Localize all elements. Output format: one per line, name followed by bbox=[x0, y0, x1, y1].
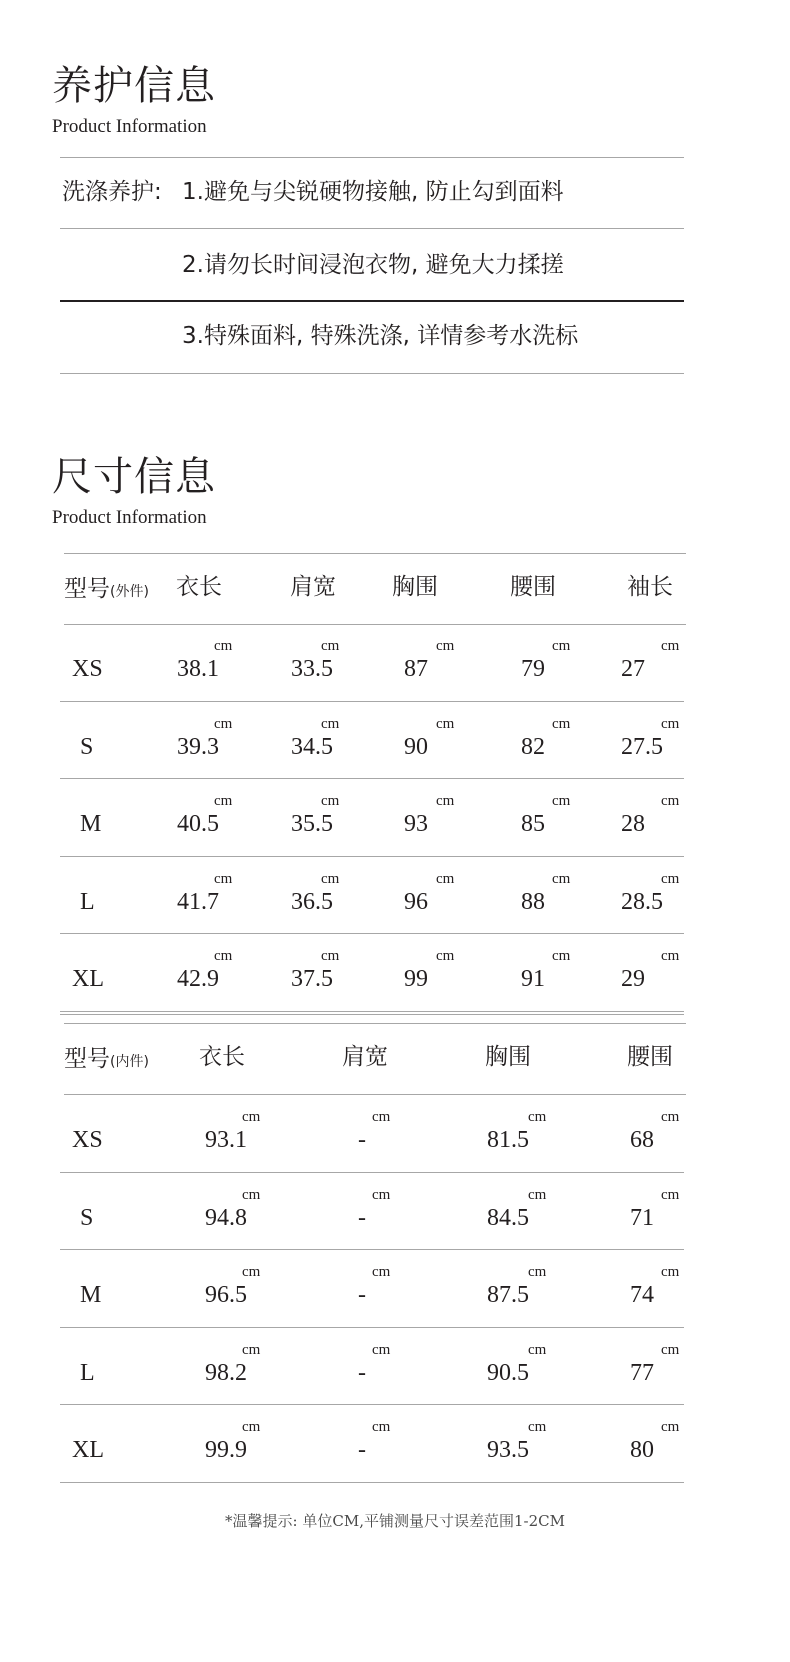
outer-header-line bbox=[64, 624, 686, 625]
unit-label: cm bbox=[552, 715, 571, 732]
size-title: 尺寸信息 bbox=[52, 454, 216, 500]
measure-value: 93 bbox=[404, 811, 428, 837]
measure-value: 41.7 bbox=[177, 888, 219, 915]
outer-header-waist: 腰围 bbox=[510, 574, 556, 600]
unit-label: cm bbox=[528, 1109, 547, 1125]
unit-label: cm bbox=[661, 793, 680, 809]
footer-note: *温馨提示: 单位CM,平铺测量尺寸误差范围1-2CM bbox=[225, 1512, 565, 1530]
unit-label: cm bbox=[552, 870, 571, 887]
unit-label: cm bbox=[242, 1419, 261, 1435]
measure-value: 40.5 bbox=[177, 811, 219, 837]
outer-header-chest: 胸围 bbox=[392, 574, 438, 600]
unit-label: cm bbox=[436, 948, 455, 964]
measure-value: 85 bbox=[521, 811, 545, 837]
measure-value: 36.5 bbox=[291, 888, 333, 915]
measure-value: 71 bbox=[630, 1204, 654, 1231]
measure-value: 96.5 bbox=[205, 1282, 247, 1308]
measure-value: 84.5 bbox=[487, 1204, 529, 1231]
unit-label: cm bbox=[552, 638, 571, 654]
unit-label: cm bbox=[372, 1419, 391, 1435]
inner-table-top-line-1 bbox=[60, 1014, 684, 1015]
outer-header-sleeve: 袖长 bbox=[627, 574, 673, 600]
row-divider bbox=[60, 856, 684, 857]
measure-value: - bbox=[358, 1359, 366, 1386]
measure-value: 90.5 bbox=[487, 1359, 529, 1386]
unit-label: cm bbox=[214, 870, 233, 887]
measure-value: 91 bbox=[521, 966, 545, 992]
unit-label: cm bbox=[321, 715, 340, 732]
measure-value: 29 bbox=[621, 966, 645, 992]
size-label: XS bbox=[72, 656, 103, 682]
outer-table-top-line bbox=[64, 553, 686, 554]
inner-header-length: 衣长 bbox=[199, 1044, 245, 1070]
unit-label: cm bbox=[661, 870, 680, 887]
measure-value: 98.2 bbox=[205, 1359, 247, 1386]
size-label: S bbox=[80, 1204, 94, 1231]
unit-label: cm bbox=[661, 715, 680, 732]
measure-value: 81.5 bbox=[487, 1127, 529, 1153]
size-label: XS bbox=[72, 1127, 103, 1153]
inner-header-waist: 腰围 bbox=[627, 1044, 673, 1070]
size-label: S bbox=[80, 733, 94, 760]
measure-value: 27 bbox=[621, 656, 645, 682]
unit-label: cm bbox=[242, 1109, 261, 1125]
outer-model-header: 型号(外件) bbox=[64, 576, 149, 602]
measure-value: 93.1 bbox=[205, 1127, 247, 1153]
measure-value: - bbox=[358, 1282, 366, 1308]
measure-value: 79 bbox=[521, 656, 545, 682]
row-divider bbox=[60, 778, 684, 779]
unit-label: cm bbox=[436, 638, 455, 654]
measure-value: - bbox=[358, 1204, 366, 1231]
size-label: XL bbox=[72, 1437, 104, 1463]
unit-label: cm bbox=[321, 948, 340, 964]
care-item-1: 1.避免与尖锐硬物接触, 防止勾到面料 bbox=[182, 179, 564, 205]
unit-label: cm bbox=[321, 870, 340, 887]
measure-value: 68 bbox=[630, 1127, 654, 1153]
measure-value: 93.5 bbox=[487, 1437, 529, 1463]
unit-label: cm bbox=[661, 638, 680, 654]
size-label: M bbox=[80, 811, 102, 837]
size-label: L bbox=[80, 888, 95, 915]
row-divider bbox=[60, 1011, 684, 1012]
measure-value: 82 bbox=[521, 733, 545, 760]
unit-label: cm bbox=[528, 1341, 547, 1358]
inner-model-header: 型号(内件) bbox=[64, 1046, 149, 1072]
unit-label: cm bbox=[321, 793, 340, 809]
measure-value: 27.5 bbox=[621, 733, 663, 760]
unit-label: cm bbox=[214, 793, 233, 809]
measure-value: 96 bbox=[404, 888, 428, 915]
unit-label: cm bbox=[372, 1341, 391, 1358]
unit-label: cm bbox=[436, 870, 455, 887]
care-item-2: 2.请勿长时间浸泡衣物, 避免大力揉搓 bbox=[182, 252, 564, 278]
measure-value: 38.1 bbox=[177, 656, 219, 682]
row-divider bbox=[60, 933, 684, 934]
care-divider-dark bbox=[60, 300, 684, 302]
inner-table-top-line-2 bbox=[64, 1023, 686, 1024]
size-label: XL bbox=[72, 966, 104, 992]
measure-value: 77 bbox=[630, 1359, 654, 1386]
unit-label: cm bbox=[214, 638, 233, 654]
measure-value: 87.5 bbox=[487, 1282, 529, 1308]
measure-value: 28.5 bbox=[621, 888, 663, 915]
unit-label: cm bbox=[372, 1264, 391, 1280]
unit-label: cm bbox=[436, 793, 455, 809]
measure-value: 99 bbox=[404, 966, 428, 992]
size-subtitle: Product Information bbox=[52, 507, 207, 528]
measure-value: 37.5 bbox=[291, 966, 333, 992]
unit-label: cm bbox=[372, 1109, 391, 1125]
unit-label: cm bbox=[552, 793, 571, 809]
unit-label: cm bbox=[242, 1341, 261, 1358]
measure-value: 39.3 bbox=[177, 733, 219, 760]
measure-value: 80 bbox=[630, 1437, 654, 1463]
measure-value: 90 bbox=[404, 733, 428, 760]
measure-value: 74 bbox=[630, 1282, 654, 1308]
measure-value: 34.5 bbox=[291, 733, 333, 760]
unit-label: cm bbox=[321, 638, 340, 654]
measure-value: 35.5 bbox=[291, 811, 333, 837]
care-divider-top bbox=[60, 157, 684, 158]
care-label: 洗涤养护: bbox=[62, 179, 162, 205]
unit-label: cm bbox=[661, 1419, 680, 1435]
measure-value: 33.5 bbox=[291, 656, 333, 682]
row-divider bbox=[60, 1172, 684, 1173]
unit-label: cm bbox=[661, 1264, 680, 1280]
care-title: 养护信息 bbox=[52, 63, 216, 109]
unit-label: cm bbox=[661, 1186, 680, 1203]
row-divider bbox=[60, 701, 684, 702]
size-label: M bbox=[80, 1282, 102, 1308]
row-divider bbox=[60, 1482, 684, 1483]
row-divider bbox=[60, 1249, 684, 1250]
measure-value: - bbox=[358, 1127, 366, 1153]
unit-label: cm bbox=[214, 715, 233, 732]
unit-label: cm bbox=[436, 715, 455, 732]
unit-label: cm bbox=[661, 1341, 680, 1358]
row-divider bbox=[60, 1327, 684, 1328]
unit-label: cm bbox=[552, 948, 571, 964]
measure-value: 87 bbox=[404, 656, 428, 682]
care-divider bbox=[60, 228, 684, 229]
inner-header-line bbox=[64, 1094, 686, 1095]
measure-value: - bbox=[358, 1437, 366, 1463]
inner-header-chest: 胸围 bbox=[485, 1044, 531, 1070]
unit-label: cm bbox=[661, 1109, 680, 1125]
unit-label: cm bbox=[242, 1186, 261, 1203]
measure-value: 99.9 bbox=[205, 1437, 247, 1463]
unit-label: cm bbox=[528, 1264, 547, 1280]
unit-label: cm bbox=[242, 1264, 261, 1280]
measure-value: 88 bbox=[521, 888, 545, 915]
care-subtitle: Product Information bbox=[52, 116, 207, 137]
unit-label: cm bbox=[661, 948, 680, 964]
care-divider-bottom bbox=[60, 373, 684, 374]
measure-value: 42.9 bbox=[177, 966, 219, 992]
unit-label: cm bbox=[528, 1186, 547, 1203]
measure-value: 94.8 bbox=[205, 1204, 247, 1231]
measure-value: 28 bbox=[621, 811, 645, 837]
unit-label: cm bbox=[372, 1186, 391, 1203]
care-item-3: 3.特殊面料, 特殊洗涤, 详情参考水洗标 bbox=[182, 323, 579, 349]
outer-header-length: 衣长 bbox=[176, 574, 222, 600]
row-divider bbox=[60, 1404, 684, 1405]
inner-header-shoulder: 肩宽 bbox=[342, 1044, 388, 1070]
unit-label: cm bbox=[528, 1419, 547, 1435]
size-label: L bbox=[80, 1359, 95, 1386]
unit-label: cm bbox=[214, 948, 233, 964]
outer-header-shoulder: 肩宽 bbox=[290, 574, 336, 600]
